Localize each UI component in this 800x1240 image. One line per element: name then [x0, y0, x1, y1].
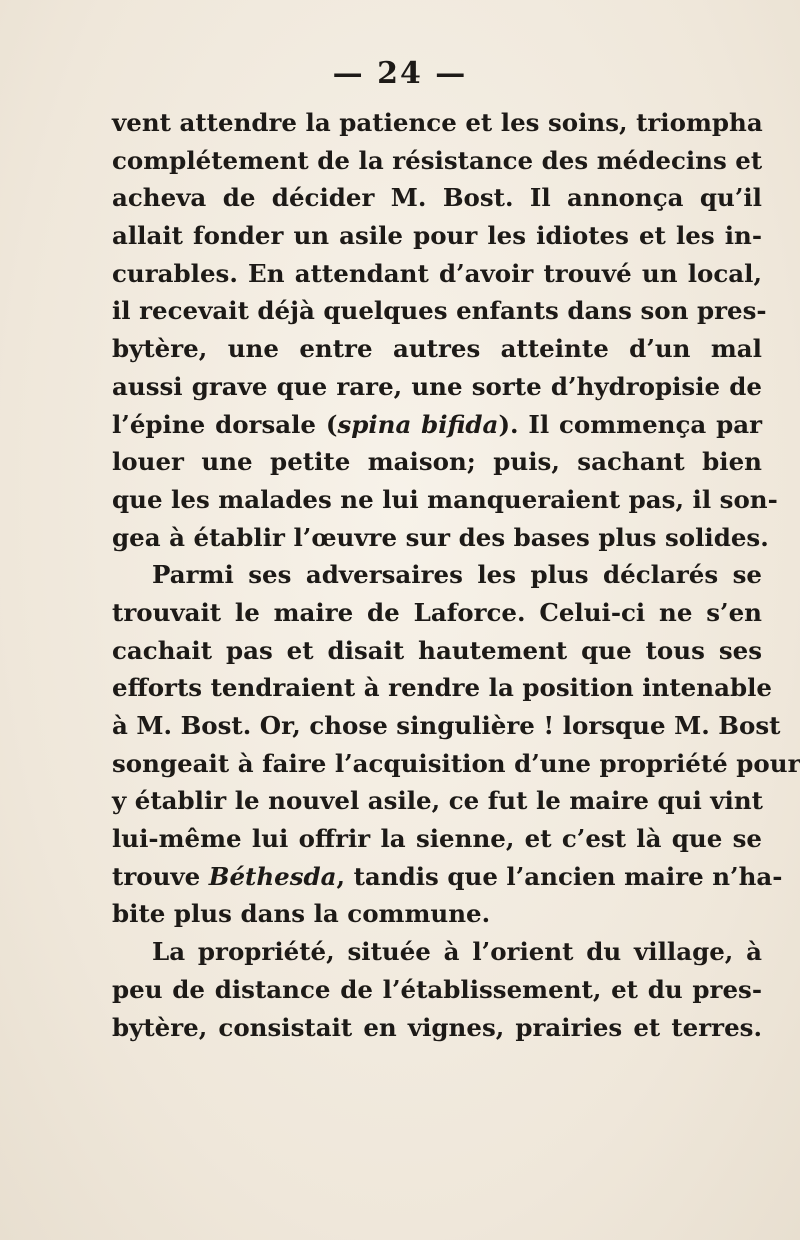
italic-term: spina bifida	[337, 409, 499, 439]
text-line: allait fonder un asile pour les idiotes et les in-	[112, 221, 762, 251]
text-line	[112, 858, 783, 896]
text-line	[112, 406, 762, 444]
text-line: lui-même lui offrir la sienne, et c’est là que se	[112, 824, 762, 854]
text-line: y établir le nouvel asile, ce fut le maire qui vint	[112, 786, 763, 816]
text-line: vent attendre la patience et les soins, triompha	[112, 108, 763, 137]
text-line: aussi grave que rare, une sorte d’hydropisie de	[112, 371, 762, 401]
text-segment: , tandis que l’ancien maire n’ha-	[336, 861, 783, 891]
text-segment: ). Il commença par	[498, 409, 762, 439]
text-line: complétement de la résistance des médecins et	[112, 145, 763, 175]
italic-term: Béthesda	[208, 861, 337, 891]
text-line: peu de distance de l’établissement, et du pres-	[112, 974, 762, 1004]
text-line: gea à établir l’œuvre sur des bases plus solides.	[112, 522, 769, 552]
text-line: à M. Bost. Or, chose singulière ! lorsque M. Bost	[112, 711, 781, 740]
text-line: acheva de décider M. Bost. Il annonça qu’il	[112, 183, 762, 213]
text-segment: trouve	[112, 861, 209, 891]
text-line: songeait à faire l’acquisition d’une propriété pour	[112, 748, 800, 778]
text-line: cachait pas et disait hautement que tous ses	[112, 635, 762, 665]
text-segment: l’épine dorsale (	[112, 409, 338, 439]
body-text	[112, 104, 800, 1046]
text-line: bytère, une entre autres atteinte d’un mal	[112, 334, 762, 364]
text-line: il recevait déjà quelques enfants dans son pres-	[112, 296, 767, 326]
text-line: Parmi ses adversaires les plus déclarés se	[152, 560, 762, 590]
text-line: curables. En attendant d’avoir trouvé un local,	[112, 258, 762, 288]
text-line: bytère, consistait en vignes, prairies et terres.	[112, 1012, 762, 1042]
text-line: bite plus dans la commune.	[112, 899, 491, 929]
text-line: trouvait le maire de Laforce. Celui-ci ne s’en	[112, 597, 762, 627]
text-line: efforts tendraient à rendre la position intenable	[112, 673, 772, 703]
page-number: — 24 —	[332, 56, 468, 91]
text-line: louer une petite maison; puis, sachant bien	[112, 447, 762, 477]
text-line: que les malades ne lui manqueraient pas, il son-	[112, 484, 778, 514]
text-line: La propriété, située à l’orient du village, à	[152, 937, 762, 967]
